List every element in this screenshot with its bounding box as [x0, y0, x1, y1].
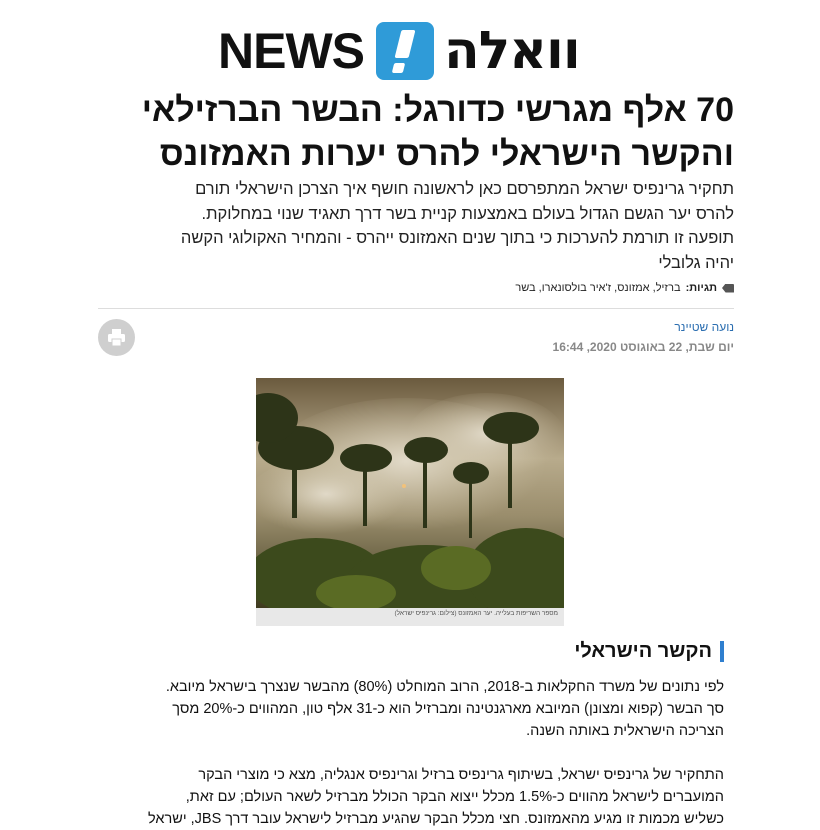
- divider: [98, 308, 734, 309]
- article-paragraph-2: [84, 764, 724, 830]
- paragraph-line: כשליש מכמות זו מגיע מהאמזונס. חצי מכלל הבקר שהגיע מברזיל לישראל עובר דרך JBS, ישראל: [148, 811, 724, 827]
- section-accent-bar: [720, 641, 724, 662]
- lede-line: תחקיר גרינפיס ישראל המתפרסם כאן לראשונה חושף איך הצרכן הישראלי תורם: [195, 180, 734, 198]
- paragraph-line: לפי נתונים של משרד החקלאות ב-2018, הרוב המוחלט (80%) מהבשר שנצרך בישראל מיובא.: [165, 679, 724, 695]
- paragraph-line: המועברים לישראל מהווים כ-1.5% מכלל ייצוא הבקר הכולל מברזיל לשאר העולם; עם זאת,: [185, 789, 724, 805]
- publish-date: יום שבת, 22 באוגוסט 2020, 16:44: [552, 340, 734, 354]
- logo-hebrew-text: וואלה: [444, 21, 580, 81]
- image-caption: מספר השריפות בעלייה. יער האמזונס (צילום: גרינפיס ישראל): [394, 610, 558, 617]
- paragraph-line: הצריכה הישראלית באותה השנה.: [526, 723, 724, 739]
- paragraph-line: התחקיר של גרינפיס ישראל, בשיתוף גרינפיס ברזיל וגרינפיס אנגליה, מצא כי מוצרי הבקר: [198, 767, 724, 783]
- article-tags: [515, 282, 734, 294]
- logo-exclamation-icon: [376, 22, 434, 80]
- article-lede: [134, 177, 734, 275]
- article-paragraph-1: [84, 676, 724, 742]
- site-logo[interactable]: [0, 20, 820, 82]
- paragraph-line: סך הבשר (קפוא ומצונן) המיובא מארגנטינה ומברזיל הוא כ-31 אלף טון, המהווים כ-20% מסך: [172, 701, 724, 717]
- logo-news-text: NEWS: [218, 23, 364, 79]
- headline-line: והקשר הישראלי להרס יערות האמזונס: [159, 135, 734, 173]
- headline-line: 70 אלף מגרשי כדורגל: הבשר הברזילאי: [141, 91, 734, 129]
- section-heading: [574, 638, 724, 664]
- article-headline: [114, 88, 734, 176]
- print-icon: [107, 328, 126, 347]
- section-heading-text: הקשר הישראלי: [574, 640, 712, 662]
- author-link[interactable]: נועה שטיינר: [674, 320, 734, 334]
- tags-label: תגיות:: [685, 282, 717, 294]
- lede-line: יהיה גלובלי: [658, 253, 734, 272]
- print-button[interactable]: [98, 319, 135, 356]
- amazon-fire-photo: [256, 378, 564, 608]
- tags-list[interactable]: ברזיל, אמזונס, ז'איר בולסונארו, בשר: [515, 282, 681, 294]
- lede-line: תופעה זו תורמת להערכות כי בתוך שנים האמזונס ייהרס - והמחיר האקולוגי הקשה: [180, 229, 734, 247]
- article-figure: [256, 378, 564, 626]
- tag-icon: [722, 284, 734, 293]
- lede-line: להרס יער הגשם הגדול בעולם באמצעות קניית בשר דרך תאגיד שנוי במחלוקת.: [201, 204, 734, 223]
